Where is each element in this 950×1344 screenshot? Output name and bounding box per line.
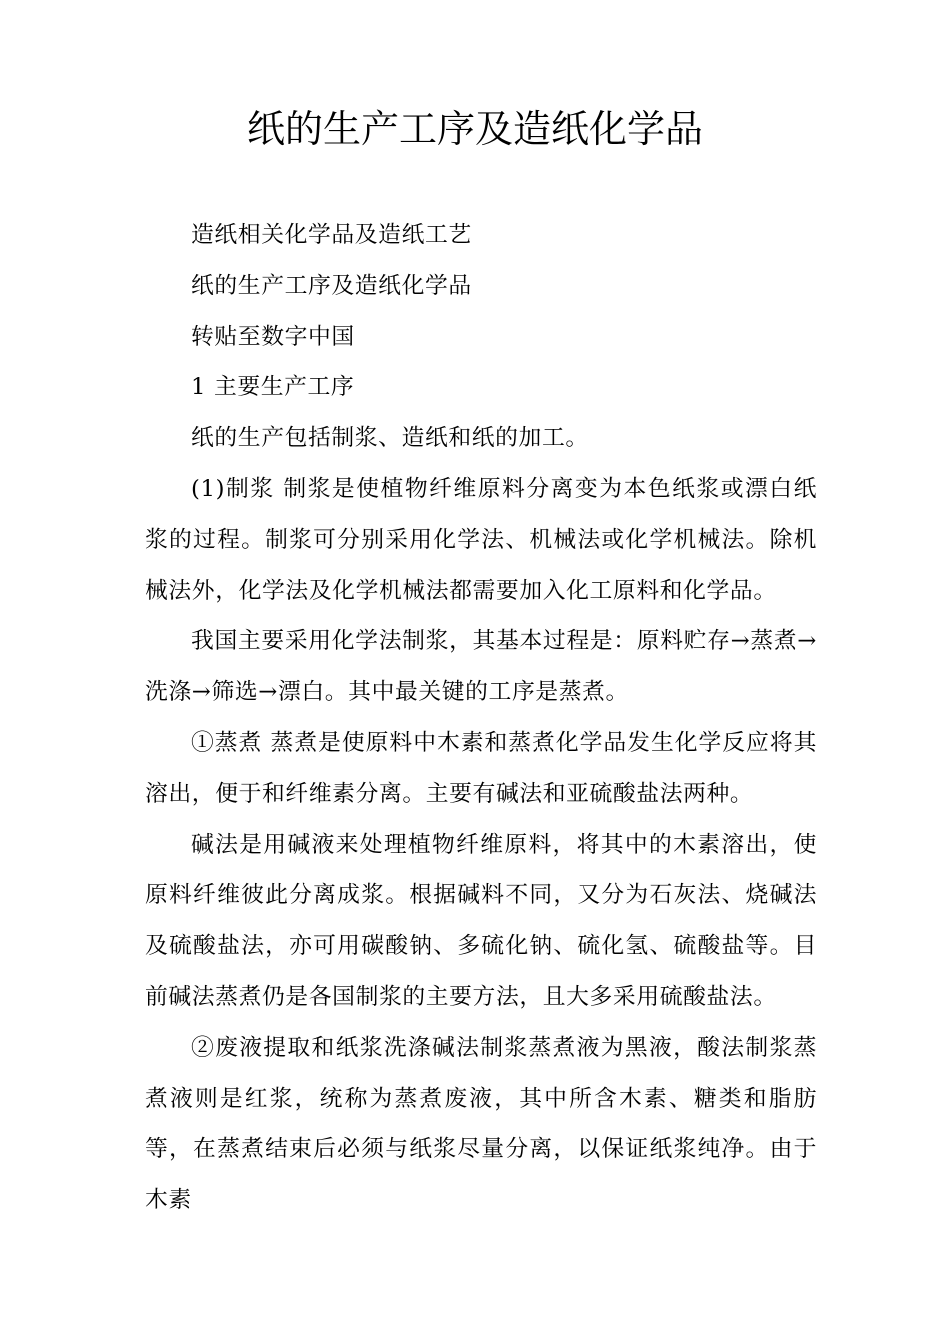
section-heading: 1 主要生产工序	[191, 374, 355, 401]
paragraph: 碱法是用碱液来处理植物纤维原料，将其中的木素溶出，使原料纤维彼此分离成浆。根据碱料不同，又分为石灰法、烧碱法及硫酸盐法，亦可用碳酸钠、多硫化钠、硫化氢、硫酸盐等。目前碱法蒸煮仍是各国制浆的主要方法，且大多采用硫酸盐法。	[145, 831, 817, 1010]
paragraph: 转贴至数字中国	[191, 323, 355, 350]
paragraph: 纸的生产工序及造纸化学品	[191, 272, 472, 299]
paragraph: 造纸相关化学品及造纸工艺	[191, 222, 472, 248]
document-body	[145, 210, 817, 1226]
paragraph: 纸的生产包括制浆、造纸和纸的加工。	[191, 425, 589, 452]
paragraph: 我国主要采用化学法制浆，其基本过程是：原料贮存→蒸煮→洗涤→筛选→漂白。其中最关键的工序是蒸煮。	[145, 628, 817, 706]
paragraph: ①蒸煮 蒸煮是使原料中木素和蒸煮化学品发生化学反应将其溶出，便于和纤维素分离。主要有碱法和亚硫酸盐法两种。	[145, 729, 817, 807]
paragraph: ②废液提取和纸浆洗涤碱法制浆蒸煮液为黑液，酸法制浆蒸煮液则是红浆，统称为蒸煮废液，其中所含木素、糖类和脂肪等，在蒸煮结束后必须与纸浆尽量分离，以保证纸浆纯净。由于木素	[145, 1034, 817, 1214]
paragraph: (1)制浆 制浆是使植物纤维原料分离变为本色纸浆或漂白纸浆的过程。制浆可分别采用化学法、机械法或化学机械法。除机械法外，化学法及化学机械法都需要加入化工原料和化学品。	[145, 475, 817, 604]
document-title: 纸的生产工序及造纸化学品	[246, 107, 703, 151]
